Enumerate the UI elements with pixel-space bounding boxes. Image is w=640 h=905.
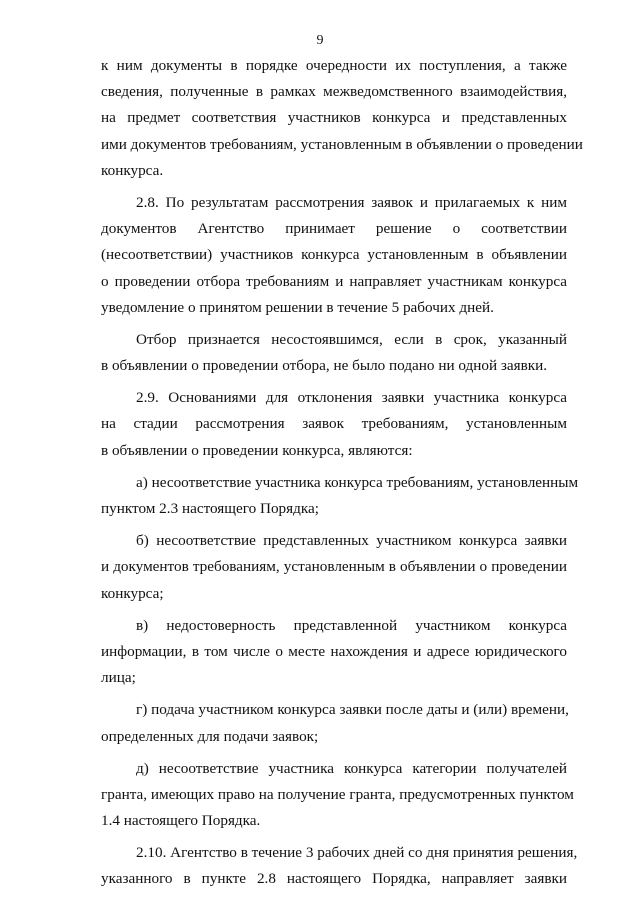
page-number: 9 <box>316 33 324 48</box>
text-line: в объявлении о проведении отбора, не было подано ни одной заявки. <box>101 357 548 375</box>
text-line: на стадии рассмотрения заявок требованиям, установленным <box>101 415 567 433</box>
text-line: конкурса; <box>101 584 164 602</box>
text-line: к ним документы в порядке очередности их поступления, а также <box>101 57 567 74</box>
text-line: 1.4 настоящего Порядка. <box>101 812 261 830</box>
document-body <box>101 53 583 893</box>
text-line: и документов требованиям, установленным в объявлении о проведении <box>101 558 567 576</box>
text-line: д) несоответствие участника конкурса категории получателей <box>136 759 567 777</box>
text-line: пунктом 2.3 настоящего Порядка; <box>101 500 319 517</box>
text-line: определенных для подачи заявок; <box>101 727 319 745</box>
text-line: г) подача участником конкурса заявки после даты и (или) времени, <box>136 701 569 719</box>
text-line: б) несоответствие представленных участником конкурса заявки <box>136 532 567 550</box>
text-line: документов Агентство принимает решение о соответствии <box>101 220 567 238</box>
text-line: на предмет соответствия участников конкурса и представленных <box>101 109 567 127</box>
text-line: указанного в пункте 2.8 настоящего Порядка, направляет заявки <box>101 870 567 888</box>
text-line: лица; <box>101 669 136 687</box>
text-line: в) недостоверность представленной участником конкурса <box>136 616 567 634</box>
text-line: в объявлении о проведении конкурса, являются: <box>101 441 413 459</box>
text-line: о проведении отбора требованиям и направляет участникам конкурса <box>101 272 567 290</box>
text-line: Отбор признается несостоявшимся, если в срок, указанный <box>136 330 567 348</box>
text-line: уведомление о принятом решении в течение 5 рабочих дней. <box>101 298 494 316</box>
text-line: информации, в том числе о месте нахождения и адресе юридического <box>101 642 567 660</box>
text-line: 2.8. По результатам рассмотрения заявок и прилагаемых к ним <box>136 193 567 211</box>
text-line: (несоответствии) участников конкурса установленным в объявлении <box>101 246 567 264</box>
text-line: а) несоответствие участника конкурса требованиям, установленным <box>136 473 579 491</box>
text-line: конкурса. <box>101 161 164 179</box>
text-line: гранта, имеющих право на получение гранта, предусмотренных пунктом <box>101 785 574 803</box>
text-line: 2.9. Основаниями для отклонения заявки участника конкурса <box>136 389 567 407</box>
text-line: сведения, полученные в рамках межведомственного взаимодействия, <box>101 83 567 101</box>
text-line: 2.10. Агентство в течение 3 рабочих дней со дня принятия решения, <box>136 844 578 862</box>
text-line: ими документов требованиям, установленным в объявлении о проведении <box>101 135 583 153</box>
